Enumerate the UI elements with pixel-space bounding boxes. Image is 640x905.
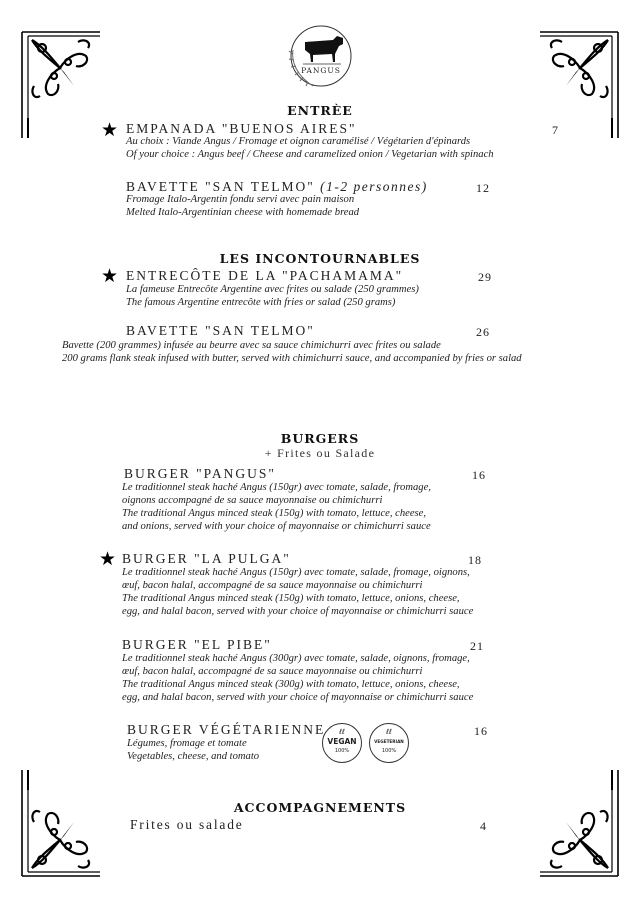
star-icon: ★	[99, 548, 117, 570]
item-desc-line: egg, and halal bacon, served with your choice of mayonnaise or chimichurri sauce	[122, 606, 474, 617]
section-subtitle-burgers: + Frites ou Salade	[264, 446, 376, 460]
item-price-provoleta: 12	[476, 181, 490, 195]
item-desc-fr-provoleta: Fromage Italo-Argentin fondu servi avec pain maison	[126, 194, 355, 205]
item-price-burger-el-pibe: 21	[470, 639, 484, 653]
item-price-bavette: 26	[476, 325, 490, 339]
item-desc-line: Le traditionnel steak haché Angus (300gr) avec tomate, salade, oignons, fromage,	[122, 653, 470, 664]
badge-label: VEGAN	[327, 737, 357, 746]
star-icon: ★	[101, 265, 119, 287]
brand-name: PANGUS	[301, 66, 341, 75]
item-desc-en-provoleta: Melted Italo-Argentinian cheese with homemade bread	[126, 207, 360, 218]
item-desc-fr-empanada: Au choix : Viande Angus / Fromage et oignon caramélisé / Végétarien d'épinards	[126, 136, 471, 147]
item-desc-fr-vegetarienne: Légumes, fromage et tomate	[127, 738, 247, 749]
item-desc-line: œuf, bacon halal, accompagné de sa sauce mayonnaise ou chimichurri	[122, 666, 423, 677]
item-name-burger-el-pibe: BURGER "EL PIBE"	[122, 637, 272, 652]
corner-ornament-top-left-icon	[20, 28, 100, 138]
item-desc-line: The traditional Angus minced steak (150g) with tomato, lettuce, cheese,	[122, 508, 427, 519]
item-price-burger-vegetarienne: 16	[474, 724, 488, 738]
item-desc-line: The traditional Angus minced steak (150g) with tomato, lettuce, onions, cheese,	[122, 593, 460, 604]
badge-percent: 100%	[381, 748, 397, 754]
leaves-icon: ℓℓ	[386, 728, 392, 736]
item-desc-line: Le traditionnel steak haché Angus (150gr) avec tomate, salade, fromage, oignons,	[122, 567, 470, 578]
item-desc-fr-bavette: Bavette (200 grammes) infusée au beurre avec sa sauce chimichurri avec frites ou salade	[62, 340, 441, 351]
section-title-burgers: BURGERS	[280, 431, 360, 446]
item-price-burger-la-pulga: 18	[468, 553, 482, 567]
item-desc-line: egg, and halal bacon, served with your choice of mayonnaise or chimichurri sauce	[122, 692, 474, 703]
vegetarian-badge	[369, 723, 409, 763]
item-name-burger-pangus: BURGER "PANGUS"	[124, 466, 276, 481]
item-desc-en-vegetarienne: Vegetables, cheese, and tomato	[127, 751, 260, 762]
item-desc-fr-entrecote: La fameuse Entrecôte Argentine avec frites ou salade (250 grammes)	[126, 284, 419, 295]
star-icon: ★	[101, 119, 119, 141]
badge-percent: 100%	[334, 748, 350, 754]
item-name-burger-la-pulga: BURGER "LA PULGA"	[122, 551, 291, 566]
section-title-accompagnements: ACCOMPAGNEMENTS	[233, 800, 407, 815]
corner-ornament-top-right-icon	[540, 28, 620, 138]
item-price-burger-pangus: 16	[472, 468, 486, 482]
item-name-empanada: EMPANADA "BUENOS AIRES"	[126, 121, 357, 136]
item-price-empanada: 7	[552, 123, 559, 137]
item-desc-line: oignons accompagné de sa sauce mayonnaise ou chimichurri	[122, 495, 383, 506]
item-desc-line: œuf, bacon halal, accompagné de sa sauce mayonnaise ou chimichurri	[122, 580, 423, 591]
item-name-burger-vegetarienne: BURGER VÉGÉTARIENNE	[127, 722, 326, 737]
leaves-icon: ℓℓ	[339, 728, 345, 736]
item-price-entrecote: 29	[478, 270, 492, 284]
cow-wreath-logo-icon	[283, 22, 355, 94]
corner-ornament-bottom-right-icon	[540, 770, 620, 880]
brand-logo	[283, 22, 355, 94]
vegan-badge	[322, 723, 362, 763]
item-desc-line: The traditional Angus minced steak (300g) with tomato, lettuce, onions, cheese,	[122, 679, 460, 690]
item-price-frites-salade: 4	[480, 819, 487, 833]
item-desc-en-empanada: Of your choice : Angus beef / Cheese and caramelized onion / Vegetarian with spinach	[126, 149, 494, 160]
item-name-provoleta-suffix: (1-2 personnes)	[320, 179, 428, 194]
item-name-frites-salade: Frites ou salade	[130, 817, 244, 832]
item-desc-en-bavette: 200 grams flank steak infused with butter, served with chimichurri sauce, and accompanied by fries or salad	[62, 353, 522, 364]
section-title-entree: ENTRÈE	[287, 103, 353, 118]
item-name-provoleta-main: BAVETTE "SAN TELMO"	[126, 179, 315, 194]
item-desc-line: Le traditionnel steak haché Angus (150gr) avec tomate, salade, fromage,	[122, 482, 431, 493]
item-name-bavette: BAVETTE "SAN TELMO"	[126, 323, 315, 338]
corner-ornament-bottom-left-icon	[20, 770, 100, 880]
section-title-incontournables: LES INCONTOURNABLES	[219, 251, 421, 266]
item-desc-en-entrecote: The famous Argentine entrecôte with fries or salad (250 grams)	[126, 297, 396, 308]
item-desc-line: and onions, served with your choice of mayonnaise or chimichurri sauce	[122, 521, 431, 532]
badge-label: VEGETERIAN	[374, 739, 404, 744]
item-name-entrecote: ENTRECÔTE DE LA "PACHAMAMA"	[126, 268, 404, 283]
